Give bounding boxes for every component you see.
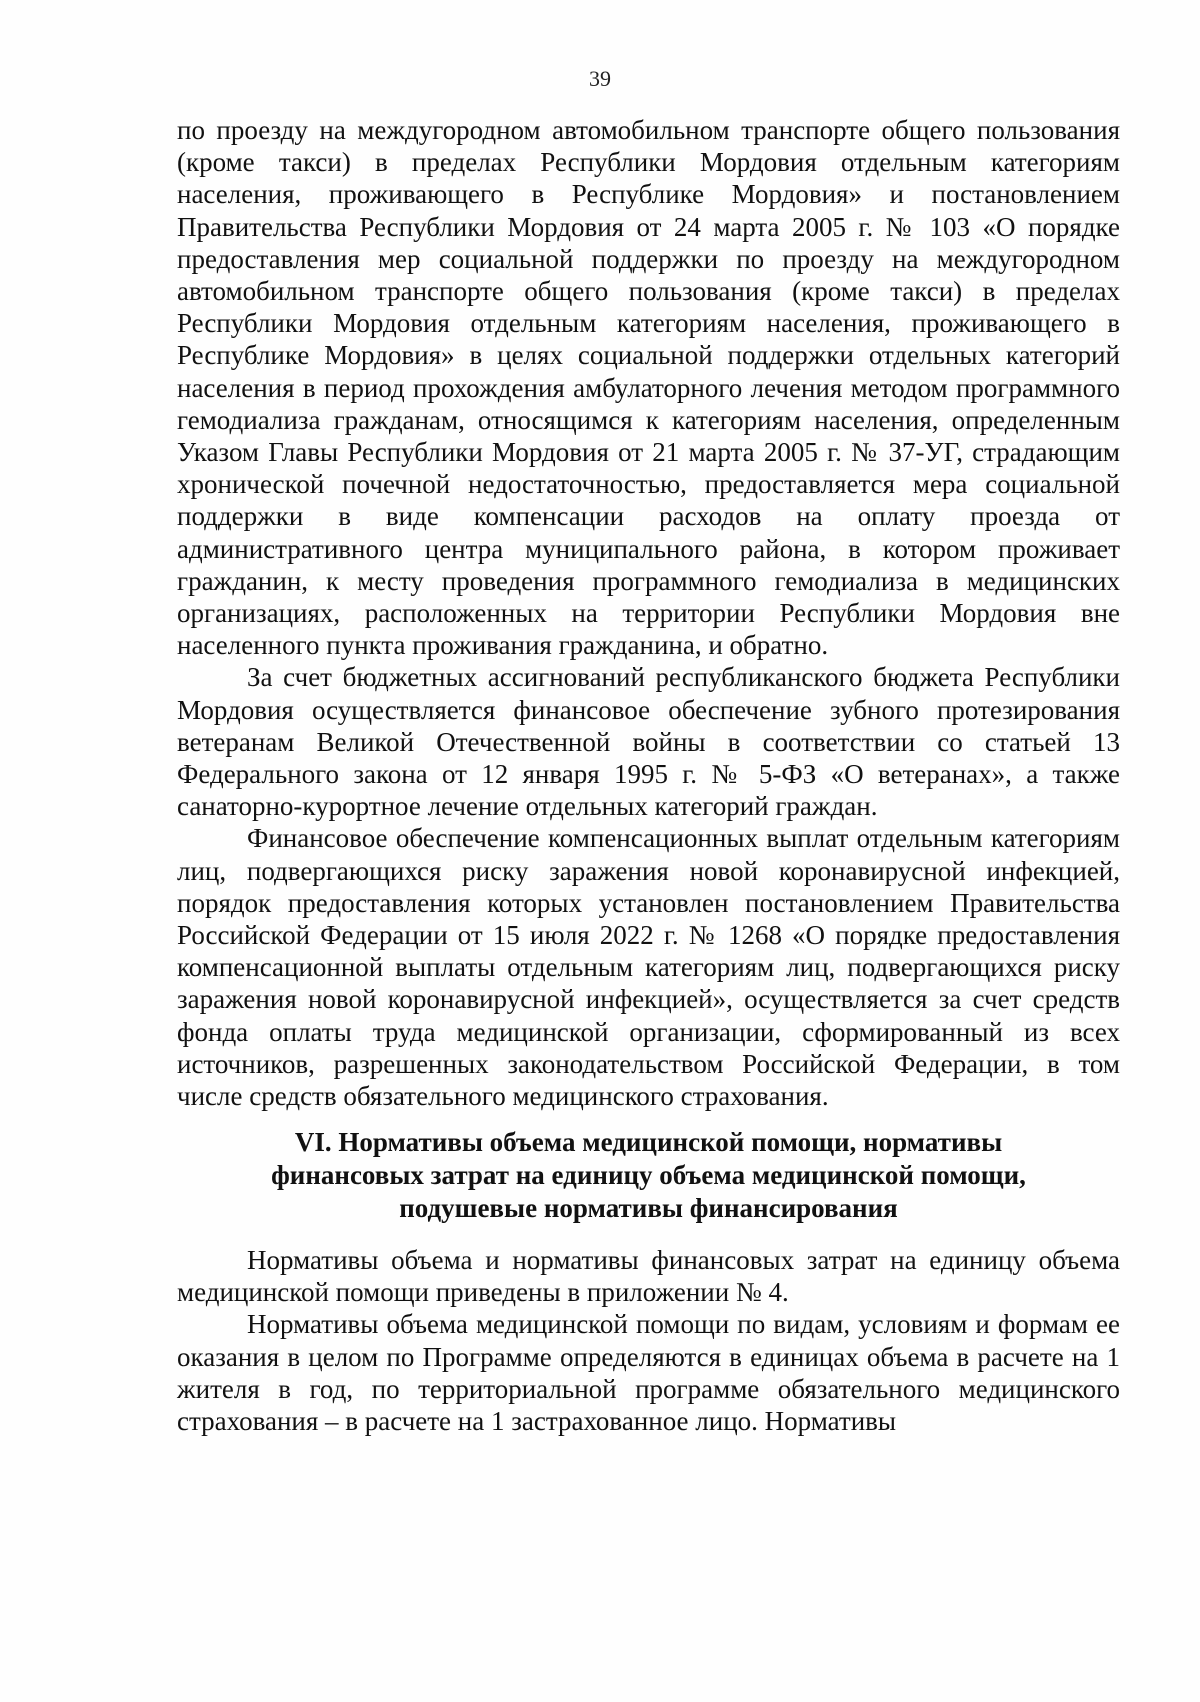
page-number: 39	[589, 66, 611, 91]
paragraph-compensation-payments: Финансовое обеспечение компенсационных выплат отдельным категориям лиц, подвергающихся риску заражения новой коронавирусной инфекцией, порядок предоставления которых установлен постановлением Правительства Российской Федерации от 15 июля 2022 г. № 1268 «О порядке предоставления компенсационной выплаты отдельным категориям лиц, подвергающихся риску заражения новой коронавирусной инфекцией», осуществляется за счет средств фонда оплаты труда медицинской организации, сформированный из всех источников, разрешенных законодательством Российской Федерации, в том числе средств обязательного медицинского страхования.	[177, 823, 1120, 1112]
paragraph-norms-appendix: Нормативы объема и нормативы финансовых затрат на единицу объема медицинской помощи приведены в приложении № 4.	[177, 1245, 1120, 1308]
paragraph-continuation: по проезду на междугородном автомобильном транспорте общего пользования (кроме такси) в пределах Республики Мордовия отдельным категориям населения, проживающего в Республике Мордовия» и постановлением Правительства Республики Мордовия от 24 марта 2005 г. № 103 «О порядке предоставления мер социальной поддержки по проезду на междугородном автомобильном транспорте общего пользования (кроме такси) в пределах Республики Мордовия отдельным категориям населения, проживающего в Республике Мордовия» в целях социальной поддержки отдельных категорий населения в период прохождения амбулаторного лечения методом программного гемодиализа гражданам, относящимся к категориям населения, определенным Указом Главы Республики Мордовия от 21 марта 2005 г. № 37-УГ, страдающим хронической почечной недостаточностью, предоставляется мера социальной поддержки в виде компенсации расходов на оплату проезда от административного центра муниципального района, в котором проживает гражданин, к месту проведения программного гемодиализа в медицинских организациях, расположенных на территории Республики Мордовия вне населенного пункта проживания гражданина, и обратно.	[177, 115, 1120, 661]
section-heading-line-2: финансовых затрат на единицу объема медицинской помощи,	[271, 1160, 1026, 1190]
body-text-bottom	[177, 1244, 1120, 1437]
section-heading-line-1: VI. Нормативы объема медицинской помощи, нормативы	[294, 1127, 1003, 1157]
paragraph-dental-prosthetics: За счет бюджетных ассигнований республиканского бюджета Республики Мордовия осуществляется финансовое обеспечение зубного протезирования ветеранам Великой Отечественной войны в соответствии со статьей 13 Федерального закона от 12 января 1995 г. № 5-ФЗ «О ветеранах», а также санаторно-курортное лечение отдельных категорий граждан.	[177, 662, 1120, 822]
section-heading-line-3: подушевые нормативы финансирования	[399, 1193, 898, 1223]
section-heading	[177, 1126, 1120, 1225]
paragraph-norms-volume: Нормативы объема медицинской помощи по видам, условиям и формам ее оказания в целом по Программе определяются в единицах объема в расчете на 1 жителя в год, по территориальной программе обязательного медицинского страхования – в расчете на 1 застрахованное лицо. Нормативы	[177, 1309, 1120, 1437]
body-text-top	[177, 114, 1120, 1112]
